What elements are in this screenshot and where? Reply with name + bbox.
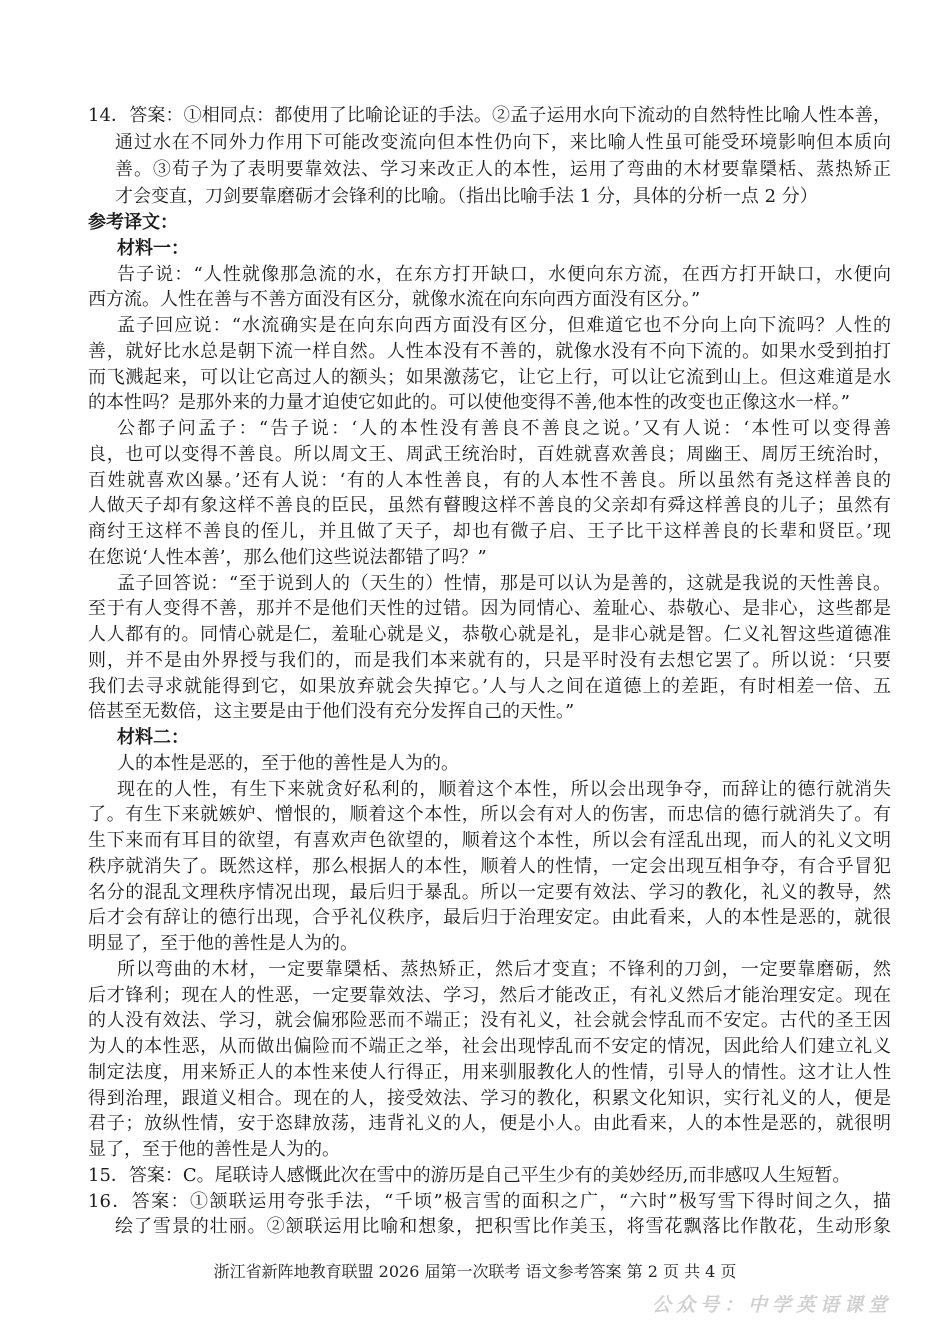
- section-heading: 材料一：: [117, 237, 189, 259]
- translation-material2: [88, 725, 891, 1163]
- text-line: 后才锋利；现在人的性恶，一定要靠效法、学习，然后才能改正，有礼义然后才能治理安定。现在: [88, 984, 891, 1006]
- text-line: 人的本性是恶的，至于他的善性是人为的。: [117, 752, 459, 774]
- text-line: 在您说‘人性本善’，那么他们这些说法都错了吗？”: [88, 546, 487, 568]
- section-heading: 材料二：: [117, 727, 189, 748]
- text-line: 善。③荀子为了表明要靠效法、学习来改正人的本性，运用了弯曲的木材要靠檃栝、蒸热矫正: [115, 159, 891, 180]
- text-line: 制定法度，用来矫正人的本性来使人行得正，用来驯服教化人的性情，引导人的情性。这才让人性: [88, 1061, 891, 1083]
- page-footer: 浙江省新阵地教育联盟 2026 届第一次联考 语文参考答案 第 2 页 共 4 页: [213, 1262, 737, 1281]
- text-line: 后才会有辞让的德行出现，合乎礼仪秩序，最后归于治理安定。由此看来，人的本性是恶的，就很: [88, 907, 891, 929]
- paragraph: [88, 957, 891, 1163]
- text-line: 西方流。人性在善与不善方面没有区分，就像水流在向东向西方面没有区分。”: [88, 289, 701, 311]
- text-line: 14．答案：①相同点：都使用了比喻论证的手法。②孟子运用水向下流动的自然特性比喻人性本善，: [88, 105, 891, 126]
- text-line: 而飞溅起来，可以让它高过人的额头；如果激荡它，让它上行，可以让它流到山上。但这难道是水: [88, 366, 891, 388]
- text-line: 我们去寻求就能得到它，如果放弃就会失掉它。’人与人之间在道德上的差距，有时相差一倍、五: [88, 675, 891, 697]
- paragraph: [88, 777, 891, 957]
- text-line: 则，并不是由外界授与我们的，而是我们本来就有的，只是平时没有去想它罢了。所以说：‘只要: [88, 649, 891, 671]
- answer-16: [88, 1189, 891, 1241]
- text-line: 秩序就消失了。既然这样，那么根据人的本性，顺着人的性情，一定会出现互相争夺，有合乎冒犯: [88, 855, 891, 877]
- text-line: 生下来而有耳目的欲望，有喜欢声色欲望的，顺着这个本性，所以会有淫乱出现，而人的礼义文明: [88, 830, 891, 851]
- text-line: 才会变直，刀剑要靠磨砺才会锋利的比喻。（指出比喻手法 1 分，具体的分析一点 2 分）: [115, 186, 818, 207]
- text-line: 百姓就喜欢凶暴。’还有人说：‘有的人本性善良，有的人本性不善良。所以虽然有尧这样善良的: [88, 469, 891, 491]
- text-line: 商纣王这样不善良的侄儿，并且做了天子，却也有微子启、王子比干这样善良的长辈和贤臣。’现: [88, 521, 891, 542]
- watermark: 公众号：中学英语课堂: [652, 1294, 893, 1316]
- paragraph: [88, 262, 891, 314]
- text-line: 君子；放纵性情，安于恣肆放荡，违背礼义的人，便是小人。由此看来，人的本性是恶的，就很明: [88, 1113, 891, 1135]
- text-line: 得到治理，跟道义相合。现在的人，接受效法、学习的教化，积累文化知识，实行礼义的人，便是: [88, 1087, 891, 1109]
- text-line: 人做天子却有象这样不善良的臣民，虽然有瞽瞍这样不善良的父亲却有舜这样善良的儿子；虽然有: [88, 495, 891, 517]
- text-line: 的本性吗？是那外来的力量才迫使它如此的。可以使他变得不善,他本性的改变也正像这水一样。”: [88, 392, 850, 414]
- text-line: 显了，至于他的善性是人为的。: [88, 1139, 340, 1160]
- document-body: [88, 102, 891, 1240]
- text-line: 告子说：“人性就像那急流的水，在东方打开缺口，水便向东方流，在西方打开缺口，水便向: [117, 263, 891, 285]
- paragraph: [88, 416, 891, 571]
- text-line: 通过水在不同外力作用下可能改变流向但本性仍向下，来比喻人性虽可能受环境影响但本质向: [115, 132, 891, 153]
- translation-heading: 参考译文：: [88, 212, 178, 233]
- text-line: 公都子问孟子：“告子说：‘人的本性没有善良不善良之说。’又有人说：‘本性可以变得善: [117, 418, 891, 439]
- text-line: 绘了雪景的壮丽。②颔联运用比喻和想象，把积雪比作美玉，将雪花飘落比作散花，生动形象: [115, 1216, 891, 1238]
- answer-15: [88, 1163, 891, 1189]
- text-line: 明显了，至于他的善性是人为的。: [88, 933, 358, 954]
- text-line: 倍甚至无数倍，这主要是由于他们没有充分发挥自己的天性。”: [88, 701, 575, 723]
- text-line: 良，也可以变得不善良。所以周文王、周武王统治时，百姓就喜欢善良；周幽王、周厉王统治时，: [88, 443, 891, 465]
- text-line: 孟子回答说：“至于说到人的（天生的）性情，那是可以认为是善的，这就是我说的天性善良。: [117, 572, 891, 594]
- translation-material1: [88, 236, 891, 725]
- text-line: 15．答案：C。尾联诗人感慨此次在雪中的游历是自己平生少有的美妙经历,而非感叹人生短暂。: [88, 1164, 851, 1186]
- text-line: 16．答案：①颔联运用夸张手法，“千顷”极言雪的面积之广，“六时”极写雪下得时间之久，描: [88, 1190, 891, 1212]
- text-line: 孟子回应说：“水流确实是在向东向西方面没有区分，但难道它也不分向上向下流吗？人性的: [117, 315, 891, 336]
- text-line: 善，就好比水总是朝下流一样自然。人性本没有不善的，就像水没有不向下流的。如果水受到拍打: [88, 340, 891, 362]
- text-line: 名分的混乱文理秩序情况出现，最后归于暴乱。所以一定要有效法、学习的教化，礼义的教导，然: [88, 881, 891, 903]
- paragraph: [88, 571, 891, 726]
- text-line: 现在的人性，有生下来就贪好私利的，顺着这个本性，所以会出现争夺，而辞让的德行就消失: [117, 778, 891, 800]
- text-line: 所以弯曲的木材，一定要靠檃栝、蒸热矫正，然后才变直；不锋利的刀剑，一定要靠磨砺，然: [117, 958, 891, 980]
- text-line: 至于有人变得不善，那并不是他们天性的过错。因为同情心、羞耻心、恭敬心、是非心，这些都是: [88, 598, 891, 620]
- paragraph: [88, 751, 891, 777]
- answer-14: [88, 102, 891, 210]
- paragraph: [88, 313, 891, 416]
- text-line: 的人没有效法、学习，就会偏邪险恶而不端正；没有礼义，社会就会悖乱而不安定。古代的圣王因: [88, 1010, 891, 1032]
- text-line: 为人的本性恶，从而做出偏险而不端正之举，社会出现悖乱而不安定的情况，因此给人们建立礼义: [88, 1036, 891, 1057]
- text-line: 了。有生下来就嫉妒、憎恨的，顺着这个本性，所以会有对人的伤害，而忠信的德行就消失了。有: [88, 804, 891, 826]
- text-line: 人人都有的。同情心就是仁，羞耻心就是义，恭敬心就是礼，是非心就是智。仁义礼智这些道德准: [88, 624, 891, 645]
